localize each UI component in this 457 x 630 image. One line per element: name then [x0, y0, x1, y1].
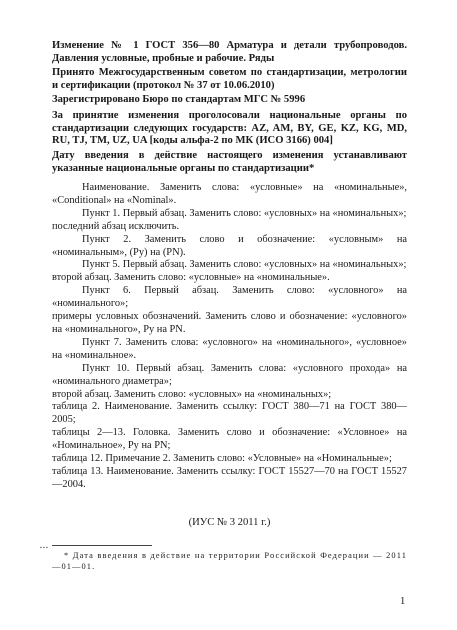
body-paragraph: Пункт 6. Первый абзац. Заменить слово: «условного» на «номинального»;	[52, 285, 407, 310]
amendment-title: Изменение № 1 ГОСТ 356—80 Арматура и детали трубопроводов. Давления условные, пробные и рабочие. Ряды	[52, 40, 407, 64]
voting-countries: За принятие изменения проголосовали национальные органы по стандартизации следующих государств: AZ, AM, BY, GE, KZ, KG, MD, RU, TJ, TM, UZ, UA [коды альфа-2 по МК (ИСО 3166) 004]	[52, 110, 407, 147]
body-paragraph: последний абзац исключить.	[52, 220, 180, 232]
body-paragraph: Пункт 5. Первый абзац. Заменить слово: «условных» на «номинальных»;	[82, 259, 407, 271]
body-paragraph: таблицы 2—13. Головка. Заменить слово и обозначение: «Условное» на «Номинальное», Pу на PN;	[52, 427, 407, 452]
footnote-divider	[52, 545, 152, 546]
adoption-statement: Принято Межгосударственным советом по стандартизации, метрологии и сертификации (протокол № 37 от 10.06.2010)	[52, 67, 407, 91]
body-paragraph: таблица 13. Наименование. Заменить ссылку: ГОСТ 15527—70 на ГОСТ 15527—2004.	[52, 465, 407, 490]
body-paragraph: Наименование. Заменить слова: «условные» на «номинальные», «Conditional» на «Nominal».	[52, 182, 407, 206]
body-paragraph: Пункт 1. Первый абзац. Заменить слово: «условных» на «номинальных»;	[82, 207, 407, 219]
body-paragraph: второй абзац. Заменить слово: «условных» на «номинальных»;	[52, 388, 332, 400]
body-paragraph: Пункт 2. Заменить слово и обозначение: «условным» на «номинальным», (Pу) на (PN).	[52, 233, 407, 258]
body-paragraph: таблица 2. Наименование. Заменить ссылку: ГОСТ 380—71 на ГОСТ 380—2005;	[52, 401, 407, 426]
body-paragraph: таблица 12. Примечание 2. Заменить слово: «Условные» на «Номинальные»;	[52, 453, 392, 465]
registration-line: Зарегистрировано Бюро по стандартам МГС № 5996	[52, 94, 306, 105]
body-paragraph: второй абзац. Заменить слово: «условные» на «номинальные».	[52, 272, 330, 284]
footnote-text: * Дата введения в действие на территории Российской Федерации — 2011—01—01.	[52, 551, 407, 571]
effective-date-note: Дату введения в действие настоящего изменения устанавливают указанные национальные органы по стандартизации*	[52, 150, 407, 174]
page-number: 1	[400, 596, 406, 607]
margin-mark: ▪ ▪ ▪	[40, 546, 48, 551]
footnote	[52, 550, 407, 572]
body-paragraph: Пункт 7. Заменить слова: «условного» на «номинального», «условное» на «номинальное».	[52, 336, 407, 361]
amendment-body	[52, 182, 407, 492]
body-paragraph: примеры условных обозначений. Заменить слово и обозначение: «условного» на «номинального», Pу на PN.	[52, 311, 407, 335]
body-paragraph: Пункт 10. Первый абзац. Заменить слова: «условного прохода» на «номинального диаметра»;	[52, 362, 407, 387]
ius-reference: (ИУС № 3 2011 г.)	[188, 517, 271, 528]
